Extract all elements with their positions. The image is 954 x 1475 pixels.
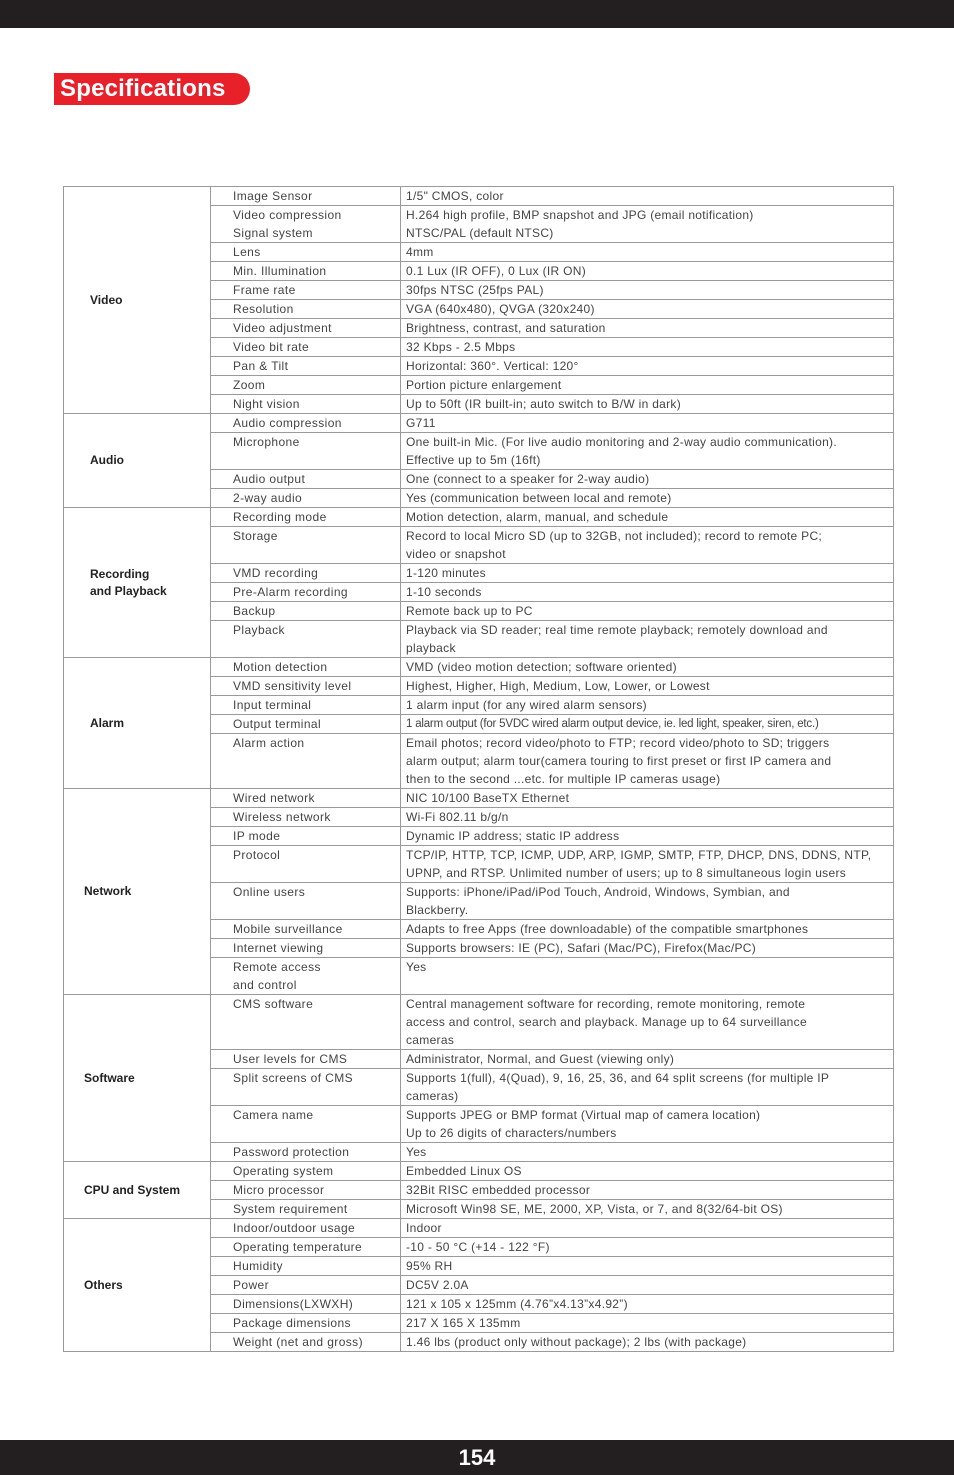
spec-label: Wired network (211, 789, 401, 808)
spec-value: G711 (401, 414, 894, 433)
spec-value: One built-in Mic. (For live audio monitoring and 2-way audio communication). Effective up to 5m (16ft) (401, 433, 894, 470)
spec-label: Operating system (211, 1162, 401, 1181)
spec-value: Up to 50ft (IR built-in; auto switch to B/W in dark) (401, 395, 894, 414)
section-name (64, 1162, 211, 1219)
spec-row (64, 789, 894, 808)
spec-value: Highest, Higher, High, Medium, Low, Lower, or Lowest (401, 677, 894, 696)
spec-value: Yes (401, 1143, 894, 1162)
spec-label: Password protection (211, 1143, 401, 1162)
spec-value: 32 Kbps - 2.5 Mbps (401, 338, 894, 357)
spec-value: 121 x 105 x 125mm (4.76”x4.13”x4.92”) (401, 1295, 894, 1314)
spec-label: Package dimensions (211, 1314, 401, 1333)
spec-label: Microphone (211, 433, 401, 470)
section-label: Video (90, 292, 123, 307)
spec-value: Yes (401, 958, 894, 995)
spec-value: 32Bit RISC embedded processor (401, 1181, 894, 1200)
spec-row (64, 1162, 894, 1181)
section-label: CPU and System (84, 1182, 181, 1197)
spec-label: Backup (211, 602, 401, 621)
section-name (64, 187, 211, 414)
spec-label: Split screens of CMS (211, 1069, 401, 1106)
spec-label: Lens (211, 243, 401, 262)
section-label: Others (84, 1277, 123, 1292)
spec-value: 217 X 165 X 135mm (401, 1314, 894, 1333)
spec-value: DC5V 2.0A (401, 1276, 894, 1295)
spec-value: Indoor (401, 1219, 894, 1238)
spec-label: Humidity (211, 1257, 401, 1276)
spec-value: TCP/IP, HTTP, TCP, ICMP, UDP, ARP, IGMP, SMTP, FTP, DHCP, DNS, DDNS, NTP, UPNP, and RTSP. Unlimited number of users; up to 8 simultaneous login users (401, 846, 894, 883)
spec-value: Wi-Fi 802.11 b/g/n (401, 808, 894, 827)
spec-value: 1-10 seconds (401, 583, 894, 602)
spec-label: Audio compression (211, 414, 401, 433)
section-label: Software (84, 1070, 135, 1085)
spec-label: Frame rate (211, 281, 401, 300)
spec-label: Remote access and control (211, 958, 401, 995)
spec-label: Alarm action (211, 734, 401, 789)
spec-value: 0.1 Lux (IR OFF), 0 Lux (IR ON) (401, 262, 894, 281)
spec-value: Microsoft Win98 SE, ME, 2000, XP, Vista, or 7, and 8(32/64-bit OS) (401, 1200, 894, 1219)
top-bar (0, 0, 954, 28)
spec-value: 1 alarm input (for any wired alarm sensors) (401, 696, 894, 715)
spec-value: 1 alarm output (for 5VDC wired alarm output device, ie. led light, speaker, siren, etc.) (401, 715, 894, 734)
section-name (64, 508, 211, 658)
spec-label: System requirement (211, 1200, 401, 1219)
section-name (64, 995, 211, 1162)
spec-label: Power (211, 1276, 401, 1295)
spec-label: VMD sensitivity level (211, 677, 401, 696)
spec-label: Pre-Alarm recording (211, 583, 401, 602)
spec-value: Supports browsers: IE (PC), Safari (Mac/PC), Firefox(Mac/PC) (401, 939, 894, 958)
spec-row (64, 1219, 894, 1238)
spec-label: Resolution (211, 300, 401, 319)
spec-value: Central management software for recording, remote monitoring, remote access and control, search and playback. Manage up to 64 surveillance cameras (401, 995, 894, 1050)
spec-value: Adapts to free Apps (free downloadable) of the compatible smartphones (401, 920, 894, 939)
spec-label: Pan & Tilt (211, 357, 401, 376)
spec-label: Min. Illumination (211, 262, 401, 281)
spec-value: Supports JPEG or BMP format (Virtual map of camera location) Up to 26 digits of characters/numbers (401, 1106, 894, 1143)
spec-value: Remote back up to PC (401, 602, 894, 621)
spec-label: Micro processor (211, 1181, 401, 1200)
section-label: Audio (90, 453, 124, 467)
spec-label: Image Sensor (211, 187, 401, 206)
spec-value: Playback via SD reader; real time remote playback; remotely download and playback (401, 621, 894, 658)
spec-label: Dimensions(LXWXH) (211, 1295, 401, 1314)
spec-value: Supports 1(full), 4(Quad), 9, 16, 25, 36, and 64 split screens (for multiple IP cameras) (401, 1069, 894, 1106)
spec-label: Storage (211, 527, 401, 564)
spec-label: Weight (net and gross) (211, 1333, 401, 1352)
spec-row (64, 658, 894, 677)
spec-label: VMD recording (211, 564, 401, 583)
spec-label: Video adjustment (211, 319, 401, 338)
section-name (64, 658, 211, 789)
spec-label: Motion detection (211, 658, 401, 677)
spec-label: Protocol (211, 846, 401, 883)
spec-value: Embedded Linux OS (401, 1162, 894, 1181)
spec-value: Administrator, Normal, and Guest (viewing only) (401, 1050, 894, 1069)
spec-value: 1-120 minutes (401, 564, 894, 583)
spec-value: Yes (communication between local and remote) (401, 489, 894, 508)
spec-value: 1/5" CMOS, color (401, 187, 894, 206)
spec-label: User levels for CMS (211, 1050, 401, 1069)
spec-value: 1.46 lbs (product only without package); 2 lbs (with package) (401, 1333, 894, 1352)
section-label: Alarm (90, 715, 125, 730)
section-label: Network (84, 884, 132, 898)
spec-label: 2-way audio (211, 489, 401, 508)
spec-label: Zoom (211, 376, 401, 395)
spec-label: Video compression Signal system (211, 206, 401, 243)
page-title: Specifications (54, 73, 250, 105)
spec-row (64, 508, 894, 527)
specifications-table (63, 186, 894, 1352)
spec-label: Indoor/outdoor usage (211, 1219, 401, 1238)
spec-value: 4mm (401, 243, 894, 262)
section-name (64, 414, 211, 508)
spec-value: Brightness, contrast, and saturation (401, 319, 894, 338)
section-name (64, 1219, 211, 1352)
spec-value: One (connect to a speaker for 2-way audio) (401, 470, 894, 489)
spec-value: VGA (640x480), QVGA (320x240) (401, 300, 894, 319)
spec-label: Audio output (211, 470, 401, 489)
spec-value: Dynamic IP address; static IP address (401, 827, 894, 846)
spec-value: 95% RH (401, 1257, 894, 1276)
spec-label: Operating temperature (211, 1238, 401, 1257)
section-label: Recording and Playback (90, 566, 167, 598)
spec-row (64, 995, 894, 1050)
spec-label: Night vision (211, 395, 401, 414)
spec-value: Portion picture enlargement (401, 376, 894, 395)
spec-label: CMS software (211, 995, 401, 1050)
page-number: 154 (0, 1440, 954, 1475)
spec-label: Output terminal (211, 715, 401, 734)
spec-label: Internet viewing (211, 939, 401, 958)
section-name (64, 789, 211, 995)
spec-value: 30fps NTSC (25fps PAL) (401, 281, 894, 300)
spec-row (64, 414, 894, 433)
spec-value: VMD (video motion detection; software oriented) (401, 658, 894, 677)
spec-label: Video bit rate (211, 338, 401, 357)
spec-value: Supports: iPhone/iPad/iPod Touch, Android, Windows, Symbian, and Blackberry. (401, 883, 894, 920)
spec-value: Record to local Micro SD (up to 32GB, not included); record to remote PC; video or snapshot (401, 527, 894, 564)
spec-value: Horizontal: 360°. Vertical: 120° (401, 357, 894, 376)
spec-value: -10 - 50 °C (+14 - 122 °F) (401, 1238, 894, 1257)
spec-label: Online users (211, 883, 401, 920)
spec-value: Email photos; record video/photo to FTP; record video/photo to SD; triggers alarm output; alarm tour(camera touring to first preset or first IP camera and then to the second ...etc. for multiple IP cameras usage) (401, 734, 894, 789)
spec-value: Motion detection, alarm, manual, and schedule (401, 508, 894, 527)
spec-label: IP mode (211, 827, 401, 846)
spec-label: Recording mode (211, 508, 401, 527)
spec-value: H.264 high profile, BMP snapshot and JPG (email notification) NTSC/PAL (default NTSC) (401, 206, 894, 243)
spec-label: Camera name (211, 1106, 401, 1143)
spec-row (64, 187, 894, 206)
spec-label: Mobile surveillance (211, 920, 401, 939)
spec-label: Input terminal (211, 696, 401, 715)
spec-value: NIC 10/100 BaseTX Ethernet (401, 789, 894, 808)
spec-label: Playback (211, 621, 401, 658)
spec-label: Wireless network (211, 808, 401, 827)
